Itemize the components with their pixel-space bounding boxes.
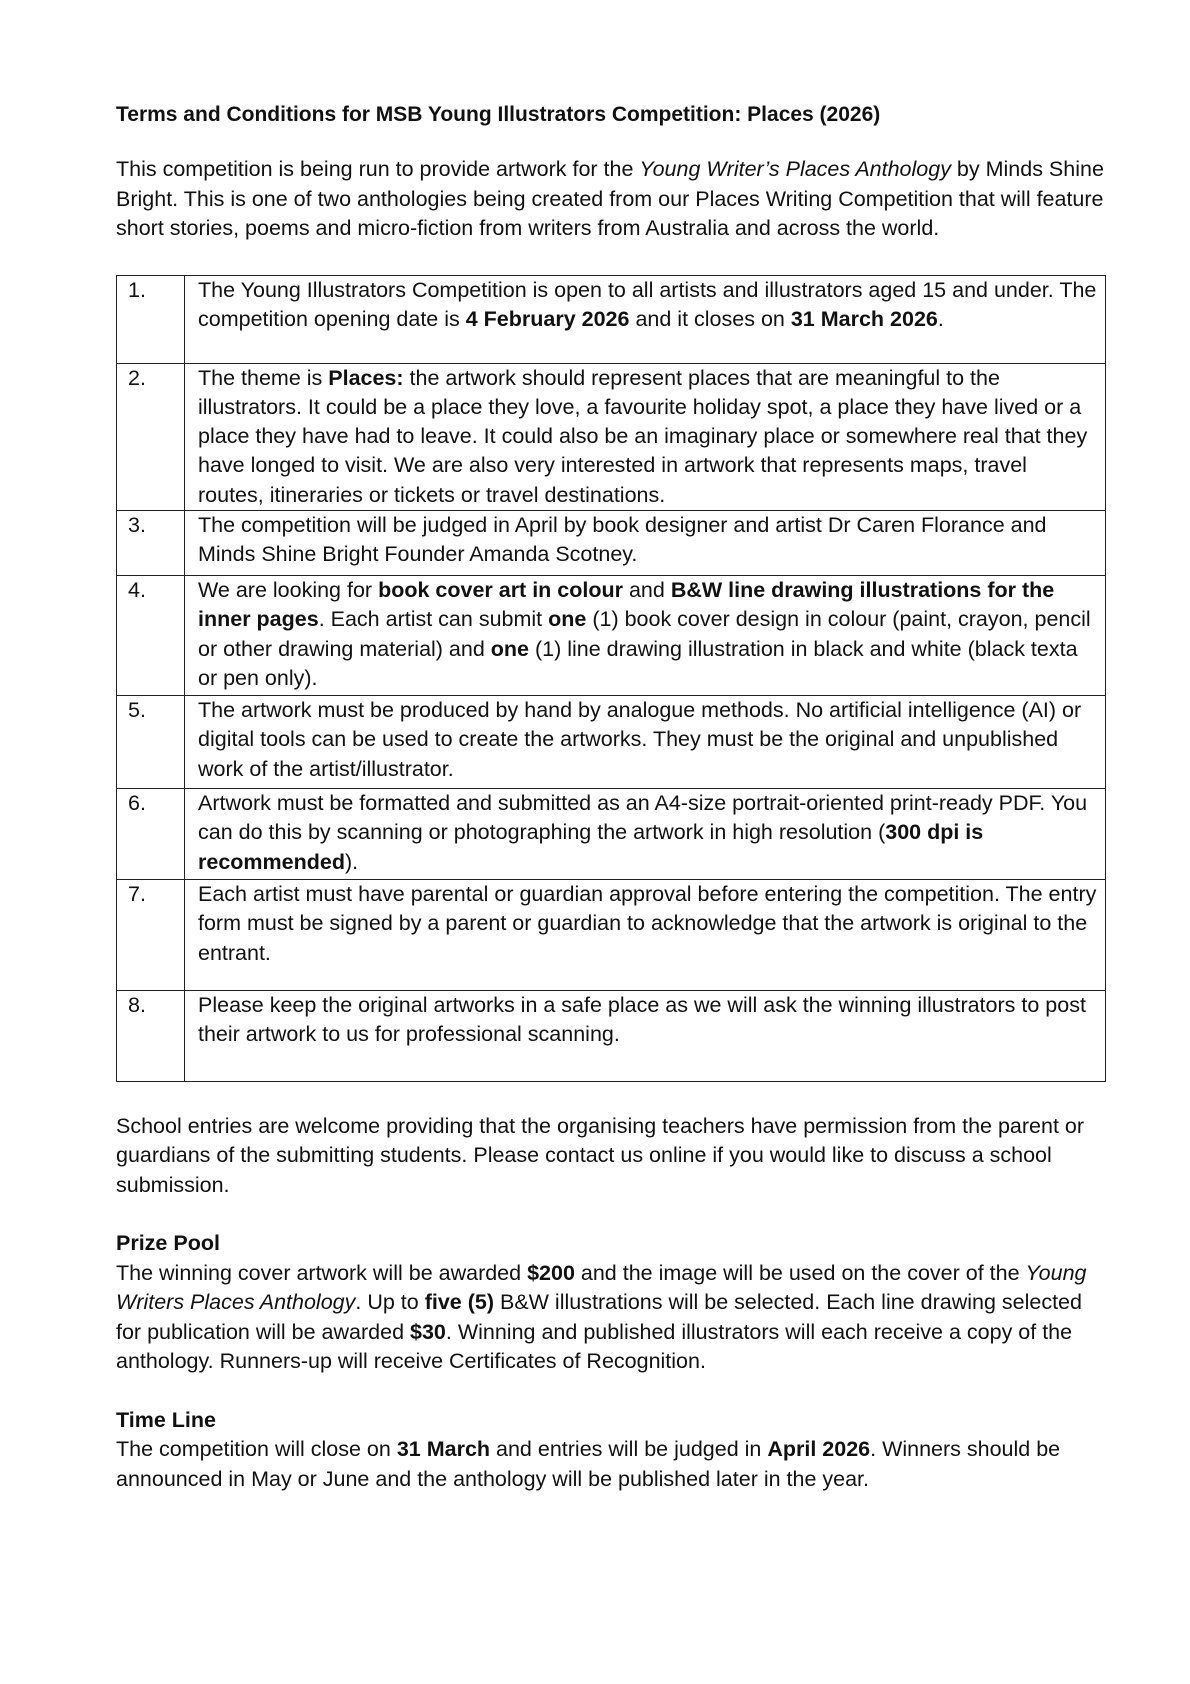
text-run: and the image will be used on the cover of the <box>574 1260 1026 1285</box>
bold-text: book cover art in colour <box>378 577 623 602</box>
text-run: . Winners should be announced in May or June and the anthology will be published later in the year. <box>116 1437 1061 1491</box>
text-run: Artwork must be formatted and submitted as an A4-size portrait-oriented print-ready PDF. You can do this by scanning or photographing the artwork in high resolution ( <box>198 790 1088 845</box>
text-run: The Young Illustrators Competition is open to all artists and illustrators aged 15 and under. The competition opening date is <box>198 277 1097 331</box>
text-run: ). <box>344 849 359 874</box>
term-number: 8. <box>117 990 185 1081</box>
term-text <box>185 788 1106 879</box>
text-run: . Winning and published illustrators will each receive a copy of the anthology. Runners-up will receive Certificates of Recognition. <box>116 1319 1073 1374</box>
bold-text: one <box>548 607 587 632</box>
term-number: 6. <box>117 788 185 879</box>
bold-text: 31 March <box>396 1437 491 1462</box>
term-row <box>117 575 1106 695</box>
bold-text: five (5) <box>424 1290 495 1315</box>
bold-text: 4 February 2026 <box>465 306 630 331</box>
term-text <box>185 575 1106 695</box>
text-run: . Up to <box>355 1290 425 1315</box>
text-run: B&W illustrations will be selected. Each line drawing selected for publication will be awarded <box>116 1290 1082 1344</box>
text-run: The competition will close on <box>116 1437 397 1462</box>
prize-pool-paragraph <box>116 1259 1106 1377</box>
text-run: and it closes on <box>629 306 791 331</box>
text-run: The competition will be judged in April by book designer and artist Dr Caren Florance and Minds Shine Bright Founder Amanda Scotney. <box>198 512 1047 567</box>
prize-pool-heading: Prize Pool <box>116 1231 220 1256</box>
text-run: The winning cover artwork will be awarded <box>116 1260 528 1285</box>
bold-text: 300 dpi is recommended <box>198 820 984 874</box>
term-text <box>185 879 1106 990</box>
term-row <box>117 879 1106 990</box>
text-run: and <box>622 577 671 602</box>
text-run: and entries will be judged in <box>490 1437 768 1462</box>
time-line-paragraph <box>116 1435 1106 1494</box>
term-number: 5. <box>117 695 185 788</box>
italic-text: Young Writers Places Anthology <box>116 1260 1087 1315</box>
intro-text-start: This competition is being run to provide artwork for the <box>116 157 640 181</box>
term-number: 2. <box>117 363 185 510</box>
term-number: 7. <box>117 879 185 990</box>
terms-table <box>116 275 1106 1082</box>
bold-text: 31 March 2026 <box>790 306 938 331</box>
term-row <box>117 363 1106 510</box>
bold-text: B&W line drawing illustrations for the inner pages <box>198 577 1055 632</box>
term-number: 1. <box>117 275 185 363</box>
document-page <box>116 100 1106 1494</box>
term-row <box>117 990 1106 1081</box>
term-text <box>185 990 1106 1081</box>
text-run: the artwork should represent places that are meaningful to the illustrators. It could be a place they love, a favourite holiday spot, a place they have lived or a place they have had to leave. It could also be an imaginary place or somewhere real that they have longed to visit. We are also very interested in artwork that represents maps, travel routes, itineraries or tickets or travel destinations. <box>198 365 1088 507</box>
school-entries-paragraph: School entries are welcome providing that the organising teachers have permission from the parent or guardians of the submitting students. Please contact us online if you would like to discuss a school submission. <box>116 1113 1085 1197</box>
bold-text: April 2026 <box>767 1437 871 1462</box>
text-run: . Each artist can submit <box>318 607 549 632</box>
text-run: The theme is <box>198 365 329 390</box>
term-text <box>185 363 1106 510</box>
term-text <box>185 510 1106 575</box>
term-number: 3. <box>117 510 185 575</box>
intro-paragraph <box>116 155 1106 244</box>
text-run: Each artist must have parental or guardian approval before entering the competition. The entry form must be signed by a parent or guardian to acknowledge that the artwork is original to the entrant. <box>198 881 1097 965</box>
text-run: (1) line drawing illustration in black and white (black texta or pen only). <box>198 636 1078 690</box>
term-row <box>117 695 1106 788</box>
text-run: We are looking for <box>198 577 379 602</box>
document-title: Terms and Conditions for MSB Young Illustrators Competition: Places (2026) <box>116 103 881 126</box>
bold-text: one <box>490 636 530 661</box>
text-run: . <box>937 306 944 331</box>
time-line-heading: Time Line <box>116 1407 216 1432</box>
anthology-title: Young Writer’s Places Anthology <box>639 157 951 181</box>
term-number: 4. <box>117 575 185 695</box>
text-run: The artwork must be produced by hand by analogue methods. No artificial intelligence (AI) or digital tools can be used to create the artworks. They must be the original and unpublished work of the artist/illustrator. <box>198 697 1082 781</box>
bold-text: Places: <box>328 365 404 390</box>
term-text <box>185 695 1106 788</box>
term-row <box>117 275 1106 363</box>
term-row <box>117 510 1106 575</box>
intro-text-end: by Minds Shine Bright. This is one of two anthologies being created from our Places Writing Competition that will feature short stories, poems and micro-fiction from writers from Australia and across the world. <box>116 157 1104 240</box>
term-text <box>185 275 1106 363</box>
bold-text: $200 <box>527 1260 575 1285</box>
text-run: Please keep the original artworks in a safe place as we will ask the winning illustrators to post their artwork to us for professional scanning. <box>198 992 1086 1047</box>
text-run: (1) book cover design in colour (paint, crayon, pencil or other drawing material) and <box>198 607 1091 661</box>
bold-text: $30 <box>410 1319 446 1344</box>
term-row <box>117 788 1106 879</box>
